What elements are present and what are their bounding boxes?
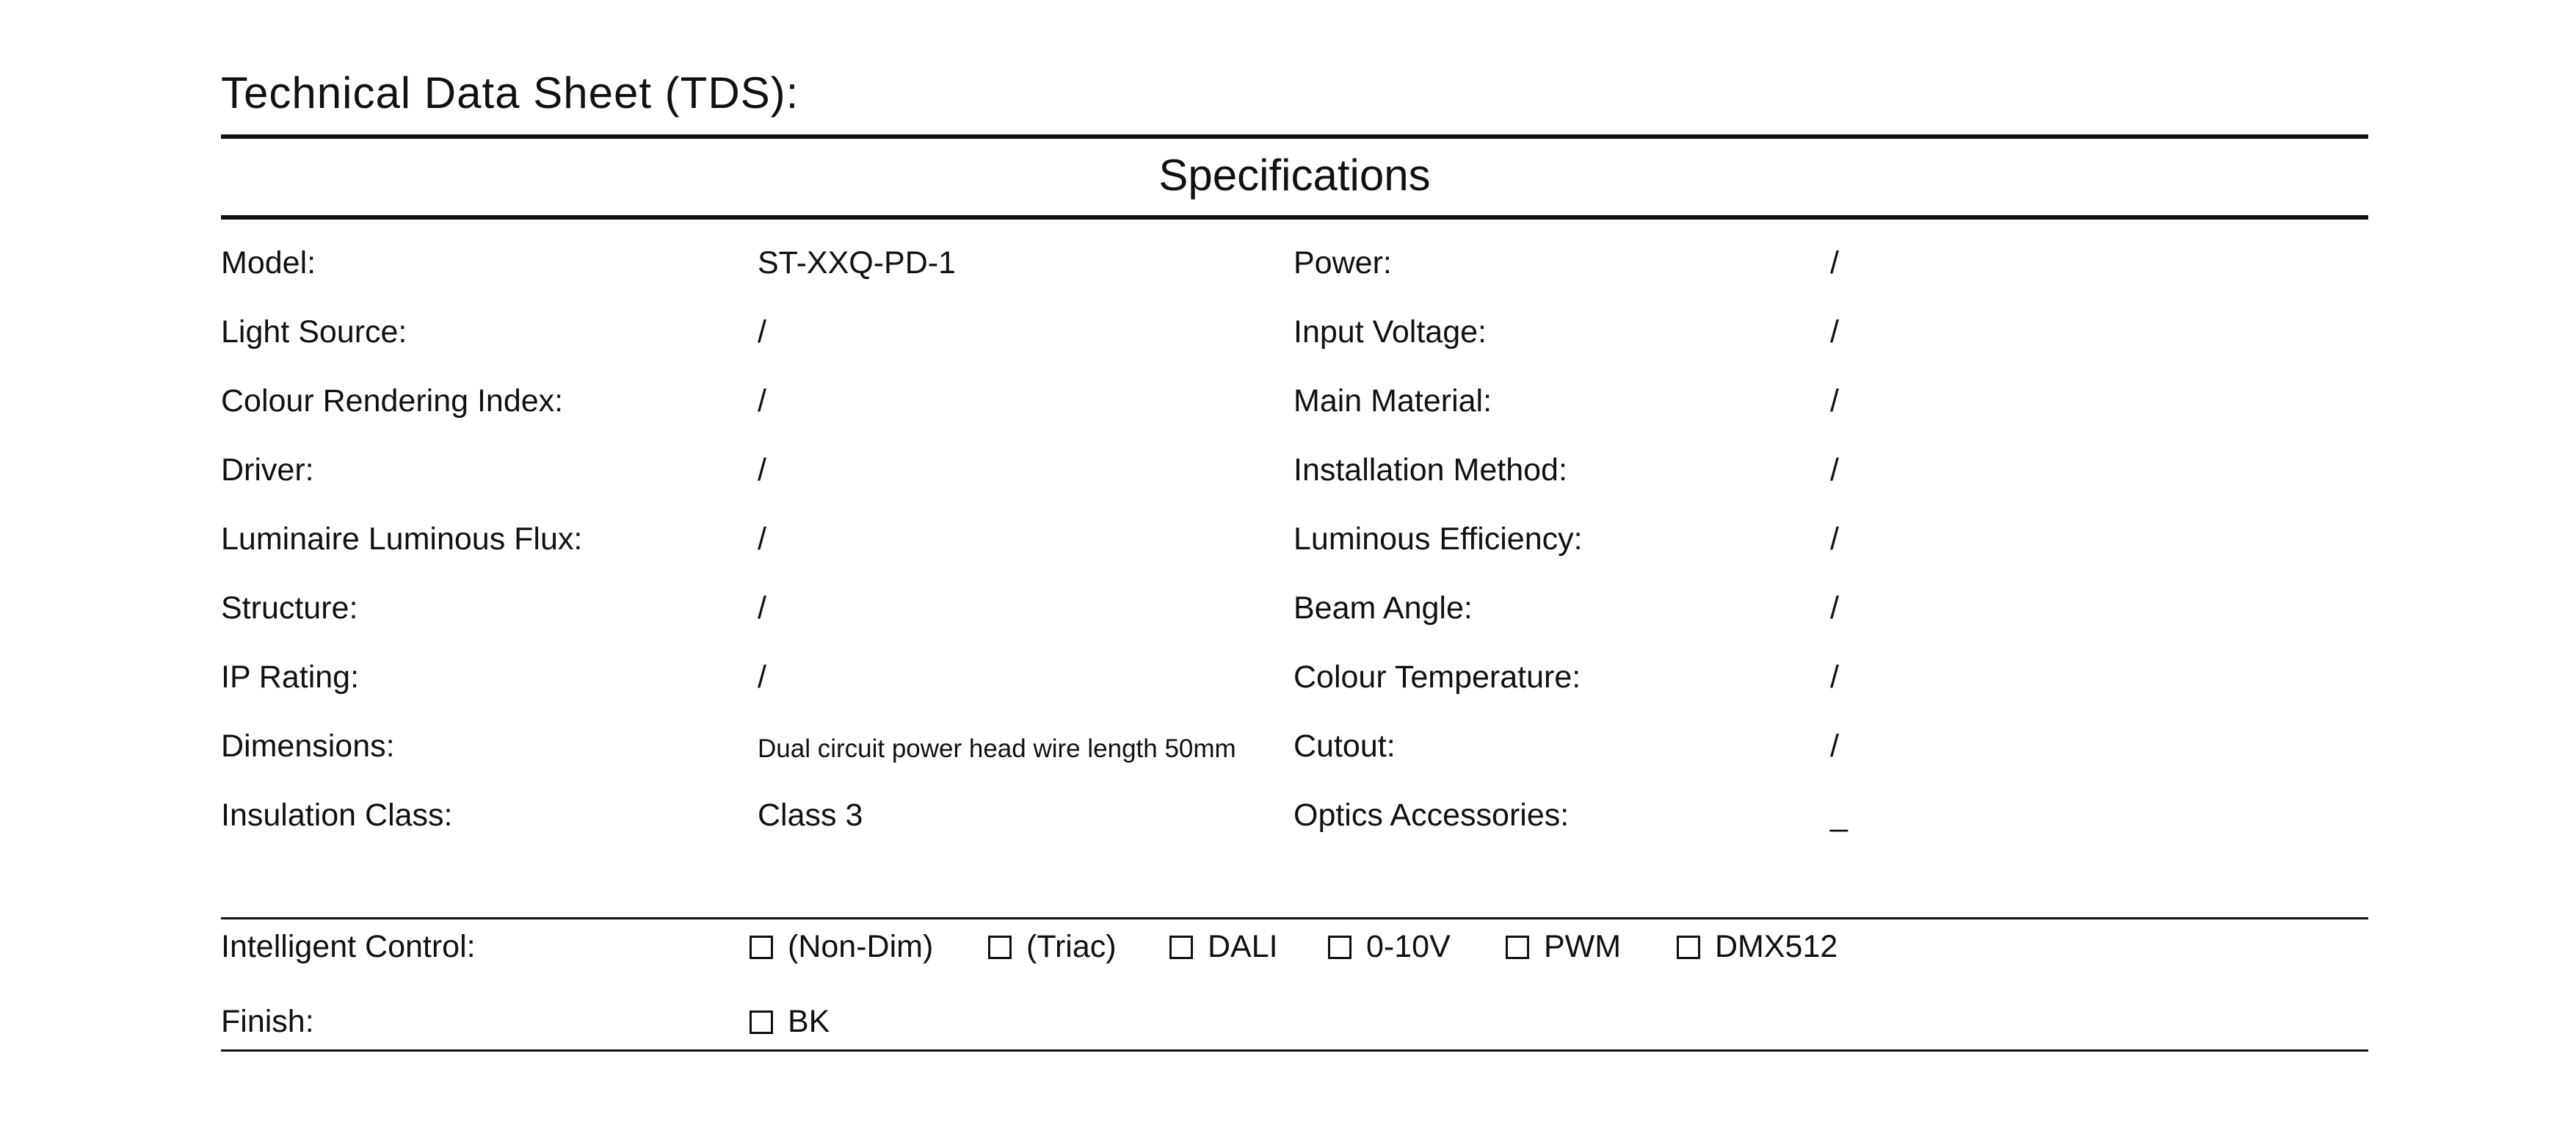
spec-value: / xyxy=(1830,383,1839,419)
spec-value: / xyxy=(758,659,766,695)
spec-value: / xyxy=(758,383,766,419)
spec-value: / xyxy=(1830,245,1839,281)
spec-label: Installation Method: xyxy=(1294,452,1567,488)
spec-label: Power: xyxy=(1294,245,1392,281)
spec-value: / xyxy=(1830,659,1839,695)
spec-value: / xyxy=(1830,590,1839,626)
checkbox-icon[interactable] xyxy=(1169,936,1193,959)
options-divider-top xyxy=(221,917,2368,919)
title-divider-top xyxy=(221,134,2368,139)
option-label: BK xyxy=(788,1004,830,1039)
intelligent-control-row xyxy=(221,920,2368,979)
checkbox-icon[interactable] xyxy=(750,936,773,959)
option-label: PWM xyxy=(1544,929,1622,964)
spec-row xyxy=(221,298,2368,367)
checkbox-icon[interactable] xyxy=(750,1010,773,1034)
spec-row xyxy=(221,574,2368,643)
options-divider-bottom xyxy=(221,1049,2368,1052)
spec-label: Driver: xyxy=(221,452,314,488)
checkbox-icon[interactable] xyxy=(988,936,1012,959)
spec-label: Model: xyxy=(221,245,316,281)
spec-row xyxy=(221,643,2368,712)
option-label: DALI xyxy=(1208,929,1278,964)
control-option-0-10v[interactable] xyxy=(1328,929,1451,965)
spec-label: Structure: xyxy=(221,590,358,626)
spec-value: / xyxy=(1830,452,1839,488)
document-title: Technical Data Sheet (TDS): xyxy=(221,68,799,118)
spec-label: Colour Rendering Index: xyxy=(221,383,564,419)
checkbox-icon[interactable] xyxy=(1328,936,1352,959)
spec-value: / xyxy=(1830,521,1839,557)
spec-label: Main Material: xyxy=(1294,383,1492,419)
spec-label: Colour Temperature: xyxy=(1294,659,1581,695)
spec-value: _ xyxy=(1830,798,1848,833)
spec-value: / xyxy=(1830,728,1839,764)
spec-label: Luminaire Luminous Flux: xyxy=(221,521,583,557)
spec-row xyxy=(221,505,2368,574)
spec-table xyxy=(221,229,2368,850)
control-option-dmx512[interactable] xyxy=(1677,929,1837,965)
spec-value: ST-XXQ-PD-1 xyxy=(758,245,956,281)
intelligent-control-label: Intelligent Control: xyxy=(221,929,476,964)
spec-row xyxy=(221,436,2368,505)
spec-label: Insulation Class: xyxy=(221,798,453,833)
spec-value: / xyxy=(758,521,766,557)
spec-value: Class 3 xyxy=(758,798,863,833)
spec-label: Luminous Efficiency: xyxy=(1294,521,1583,557)
finish-option-bk[interactable] xyxy=(750,1004,830,1040)
spec-row xyxy=(221,781,2368,850)
option-label: 0-10V xyxy=(1366,929,1451,964)
spec-label: Cutout: xyxy=(1294,728,1396,764)
checkbox-icon[interactable] xyxy=(1506,936,1529,959)
spec-label: Optics Accessories: xyxy=(1294,798,1570,833)
checkbox-icon[interactable] xyxy=(1677,936,1700,959)
spec-row xyxy=(221,712,2368,781)
spec-row xyxy=(221,367,2368,436)
spec-label: Light Source: xyxy=(221,314,407,350)
control-option-pwm[interactable] xyxy=(1506,929,1621,965)
spec-row xyxy=(221,229,2368,298)
section-title: Specifications xyxy=(1158,151,1431,200)
option-label: DMX512 xyxy=(1715,929,1838,964)
control-option-dali[interactable] xyxy=(1169,929,1278,965)
spec-label: Beam Angle: xyxy=(1294,590,1473,626)
spec-value: / xyxy=(758,314,766,350)
spec-value: / xyxy=(758,590,766,626)
spec-label: Input Voltage: xyxy=(1294,314,1487,350)
spec-value: Dual circuit power head wire length 50mm xyxy=(758,734,1236,763)
finish-label: Finish: xyxy=(221,1004,314,1039)
title-divider-bottom xyxy=(221,215,2368,220)
spec-value: / xyxy=(758,452,766,488)
control-option-non-dim[interactable] xyxy=(750,929,933,965)
spec-value: / xyxy=(1830,314,1839,350)
spec-label: IP Rating: xyxy=(221,659,360,695)
option-label: (Non-Dim) xyxy=(788,929,934,964)
finish-row xyxy=(221,995,2368,1054)
spec-label: Dimensions: xyxy=(221,728,395,764)
option-label: (Triac) xyxy=(1026,929,1117,964)
control-option-triac[interactable] xyxy=(988,929,1117,965)
